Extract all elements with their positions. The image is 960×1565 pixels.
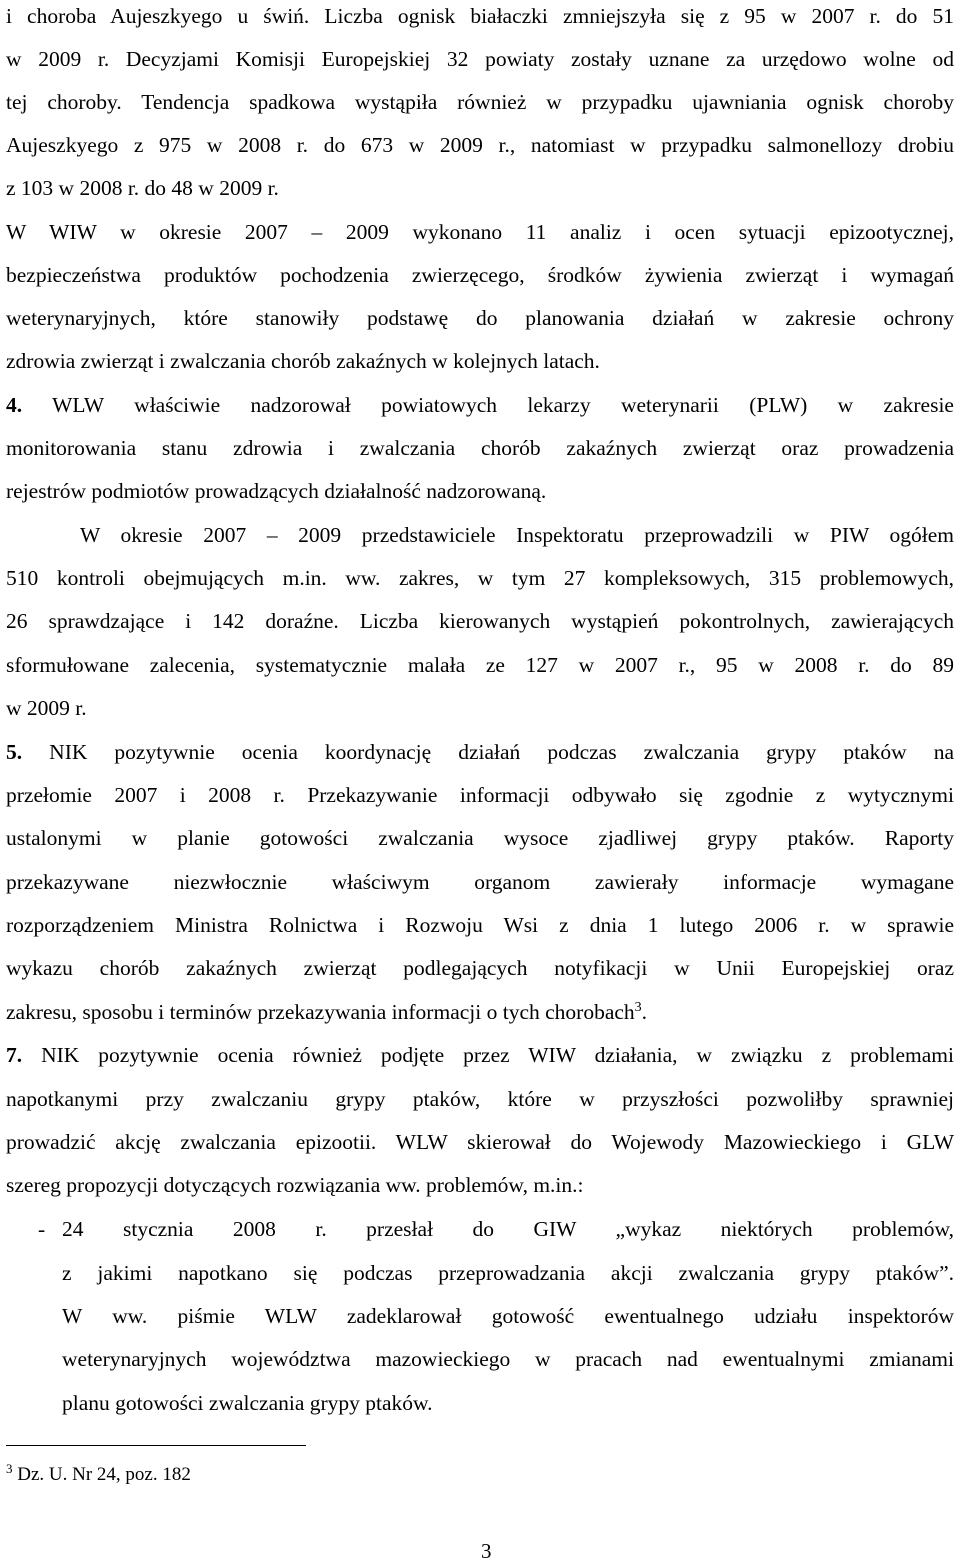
text-line-item-7 <box>6 1042 954 1068</box>
text-line: sformułowane zalecenia, systematycznie malała ze 127 w 2007 r., 95 w 2008 r. do 89 <box>6 653 954 677</box>
footnote-separator <box>6 1445 306 1446</box>
text-line: WLW właściwie nadzorował powiatowych lekarzy weterynarii (PLW) w zakresie <box>52 393 954 417</box>
text-line: zakresu, sposobu i terminów przekazywania informacji o tych chorobach <box>6 1000 635 1024</box>
text-line: przełomie 2007 i 2008 r. Przekazywanie informacji odbywało się zgodnie z wytycznymi <box>6 783 954 807</box>
text-line: napotkanymi przy zwalczaniu grypy ptaków, które w przyszłości pozwoliłby sprawniej <box>6 1087 954 1111</box>
item-number-4: 4. <box>6 393 23 417</box>
text-line: tej choroby. Tendencja spadkowa wystąpiła również w przypadku ujawniania ognisk choroby <box>6 90 954 114</box>
text-line: rejestrów podmiotów prowadzących działalność nadzorowaną. <box>6 479 547 503</box>
list-dash: - <box>38 1217 46 1241</box>
footnote-text: Dz. U. Nr 24, poz. 182 <box>12 1464 191 1485</box>
text-line-item-5 <box>6 739 954 765</box>
item-number-5: 5. <box>6 740 23 764</box>
item-number-7: 7. <box>6 1043 23 1067</box>
text-line-with-footnote <box>6 999 647 1025</box>
text-line-item-4 <box>6 392 954 418</box>
text-line: przekazywane niezwłocznie właściwym organom zawierały informacje wymagane <box>6 870 954 894</box>
text-line: W ww. piśmie WLW zadeklarował gotowość ewentualnego udziału inspektorów <box>62 1304 954 1328</box>
text-line: Aujeszkyego z 975 w 2008 r. do 673 w 2009 r., natomiast w przypadku salmonellozy drobiu <box>6 133 954 157</box>
text-line: weterynaryjnych województwa mazowieckiego w pracach nad ewentualnymi zmianami <box>62 1347 954 1371</box>
footnote <box>6 1462 191 1488</box>
text-line: z jakimi napotkano się podczas przeprowadzania akcji zwalczania grypy ptaków”. <box>62 1261 954 1285</box>
text-line: 24 stycznia 2008 r. przesłał do GIW „wykaz niektórych problemów, <box>62 1217 954 1241</box>
text-line: planu gotowości zwalczania grypy ptaków. <box>62 1391 433 1415</box>
text-line: z 103 w 2008 r. do 48 w 2009 r. <box>6 176 279 200</box>
text-line: W okresie 2007 – 2009 przedstawiciele Inspektoratu przeprowadzili w PIW ogółem <box>80 523 954 547</box>
text-line: 510 kontroli obejmujących m.in. ww. zakres, w tym 27 kompleksowych, 315 problemowych, <box>6 566 954 590</box>
text-line: wykazu chorób zakaźnych zwierząt podlegających notyfikacji w Unii Europejskiej oraz <box>6 956 954 980</box>
text-line: W WIW w okresie 2007 – 2009 wykonano 11 analiz i ocen sytuacji epizootycznej, <box>6 220 954 244</box>
text-line: weterynaryjnych, które stanowiły podstawę do planowania działań w zakresie ochrony <box>6 306 954 330</box>
text-line: 26 sprawdzające i 142 doraźne. Liczba kierowanych wystąpień pokontrolnych, zawierających <box>6 609 954 633</box>
text-line: szereg propozycji dotyczących rozwiązania ww. problemów, m.in.: <box>6 1173 584 1197</box>
text-line: ustalonymi w planie gotowości zwalczania wysoce zjadliwej grypy ptaków. Raporty <box>6 826 954 850</box>
text-line: w 2009 r. Decyzjami Komisji Europejskiej 32 powiaty zostały uznane za urzędowo wolne od <box>6 47 954 71</box>
text-line: w 2009 r. <box>6 696 87 720</box>
text-line: prowadzić akcję zwalczania epizootii. WLW skierował do Wojewody Mazowieckiego i GLW <box>6 1130 954 1154</box>
text-line: monitorowania stanu zdrowia i zwalczania chorób zakaźnych zwierząt oraz prowadzenia <box>6 436 954 460</box>
text-line: bezpieczeństwa produktów pochodzenia zwierzęcego, środków żywienia zwierząt i wymagań <box>6 263 954 287</box>
text-line: rozporządzeniem Ministra Rolnictwa i Rozwoju Wsi z dnia 1 lutego 2006 r. w sprawie <box>6 913 954 937</box>
page-number: 3 <box>481 1539 492 1563</box>
text-line: NIK pozytywnie ocenia również podjęte przez WIW działania, w związku z problemami <box>41 1043 955 1067</box>
text-line: i choroba Aujeszkyego u świń. Liczba ognisk białaczki zmniejszyła się z 95 w 2007 r. do 51 <box>6 4 954 28</box>
text-line: zdrowia zwierząt i zwalczania chorób zakaźnych w kolejnych latach. <box>6 349 600 373</box>
footnote-number: 3 <box>6 1461 13 1476</box>
sentence-end: . <box>641 1000 648 1024</box>
footnote-reference: 3 <box>634 1000 642 1015</box>
text-line: NIK pozytywnie ocenia koordynację działań podczas zwalczania grypy ptaków na <box>49 740 954 764</box>
